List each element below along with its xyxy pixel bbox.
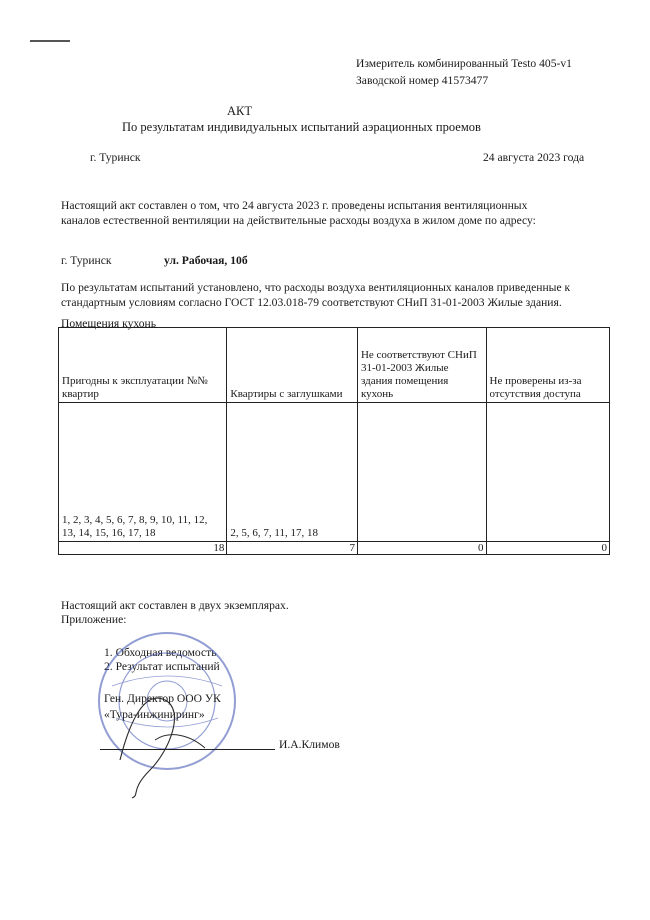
signer-name: И.А.Климов bbox=[279, 738, 340, 751]
header-noncompliant: Не соответствуют СНиП 31-01-2003 Жилые здания помещения кухонь bbox=[357, 328, 486, 403]
cell-noncompliant-apartments bbox=[357, 403, 486, 542]
document-title: АКТ bbox=[227, 104, 252, 118]
total-noncompliant: 0 bbox=[357, 542, 486, 555]
intro-line-2: каналов естественной вентиляции на действительные расходы воздуха в жилом доме по адресу: bbox=[61, 214, 536, 227]
result-line-2: стандартным условиям согласно ГОСТ 12.03.018-79 соответствуют СНиП 31-01-2003 Жилые здания. bbox=[61, 296, 562, 309]
address-street: ул. Рабочая, 10б bbox=[164, 254, 248, 267]
signer-title: Ген. Директор ООО УК bbox=[104, 692, 221, 705]
place: г. Туринск bbox=[90, 151, 141, 164]
total-plugged: 7 bbox=[227, 542, 358, 555]
header-plugged: Квартиры с заглушками bbox=[227, 328, 358, 403]
cell-plugged-apartments: 2, 5, 6, 7, 11, 17, 18 bbox=[227, 403, 358, 542]
address-city: г. Туринск bbox=[61, 254, 112, 267]
device-serial: Заводской номер 41573477 bbox=[356, 74, 489, 87]
copies-note: Настоящий акт составлен в двух экземплярах. bbox=[61, 599, 289, 612]
total-not-checked: 0 bbox=[486, 542, 609, 555]
document-subtitle: По результатам индивидуальных испытаний аэрационных проемов bbox=[122, 120, 481, 134]
intro-line-1: Настоящий акт составлен о том, что 24 августа 2023 г. проведены испытания вентиляционных bbox=[61, 199, 528, 212]
header-not-checked: Не проверены из-за отсутствия доступа bbox=[486, 328, 609, 403]
result-line-1: По результатам испытаний установлено, что расходы воздуха вентиляционных каналов приведенные к bbox=[61, 281, 571, 294]
results-table bbox=[58, 327, 610, 555]
attachment-item-1: 1. Обходная ведомость bbox=[104, 646, 217, 659]
table-row bbox=[59, 403, 610, 542]
attachment-item-2: 2. Результат испытаний bbox=[104, 660, 220, 673]
device-name: Измеритель комбинированный Testo 405-v1 bbox=[356, 57, 572, 70]
cell-not-checked-apartments bbox=[486, 403, 609, 542]
scan-mark-top-left bbox=[30, 40, 70, 42]
table-totals-row bbox=[59, 542, 610, 555]
document-date: 24 августа 2023 года bbox=[483, 151, 585, 164]
appendix-label: Приложение: bbox=[61, 613, 127, 626]
signer-organization: «Тура-инжиниринг» bbox=[104, 708, 205, 721]
total-suitable: 18 bbox=[59, 542, 227, 555]
rooms-label: Помещения кухонь bbox=[61, 317, 157, 330]
header-suitable: Пригодны к эксплуатации №№ квартир bbox=[59, 328, 227, 403]
cell-suitable-apartments: 1, 2, 3, 4, 5, 6, 7, 8, 9, 10, 11, 12, 13, 14, 15, 16, 17, 18 bbox=[59, 403, 227, 542]
table-header-row bbox=[59, 328, 610, 403]
handwritten-signature bbox=[110, 660, 230, 800]
